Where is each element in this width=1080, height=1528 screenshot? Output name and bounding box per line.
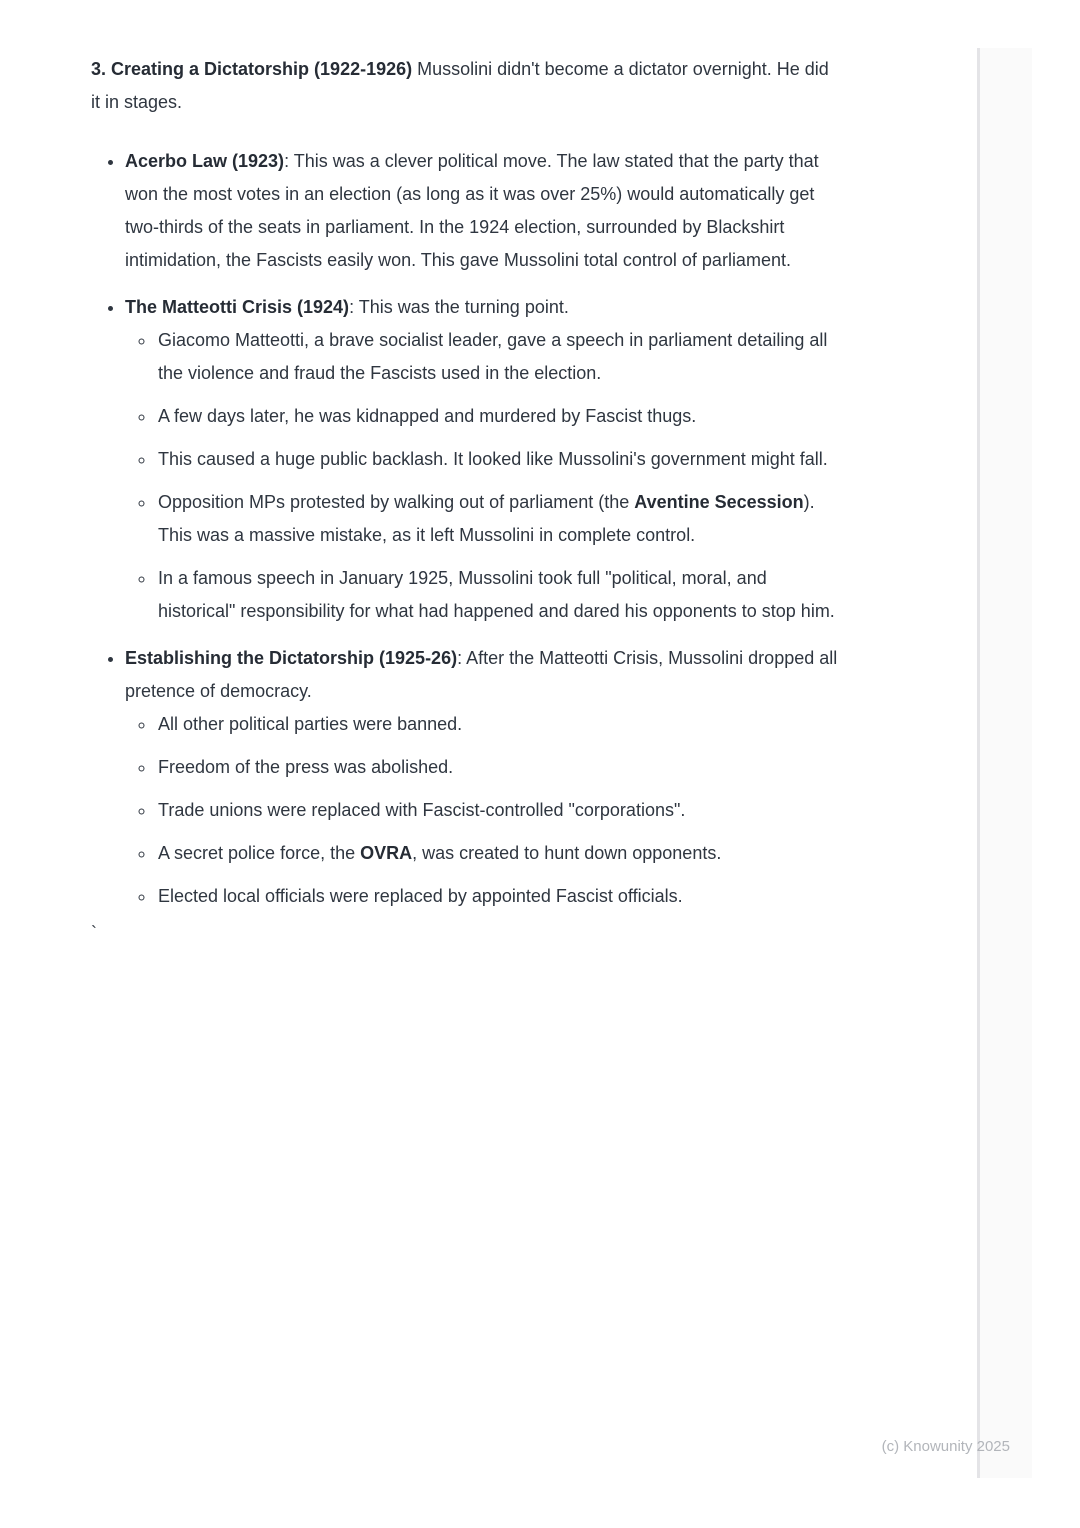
bold-text: The Matteotti Crisis (1924) [125, 297, 350, 317]
text: In a famous speech in January 1925, Mussolini took full "political, moral, and historical" responsibility for what had happened and dared his opponents to stop him. [158, 568, 835, 621]
text: ). This was a massive mistake, as it left Mussolini in complete control. [158, 492, 815, 545]
list-item-lead [125, 145, 839, 277]
text: : After the Matteotti Crisis, Mussolini dropped all pretence of democracy. [125, 648, 838, 701]
sub-list-item [156, 400, 839, 433]
bold-text: 3. Creating a Dictatorship (1922-1926) [91, 59, 413, 79]
list-item [125, 291, 839, 628]
bold-text: Aventine Secession [634, 492, 804, 512]
copyright-footer: (c) Knowunity 2025 [881, 1438, 1010, 1455]
text: Giacomo Matteotti, a brave socialist leader, gave a speech in parliament detailing all the violence and fraud the Fascists used in the election. [158, 330, 828, 383]
text: : This was the turning point. [349, 297, 569, 317]
sub-list-item [156, 486, 839, 552]
text: This caused a huge public backlash. It looked like Mussolini's government might fall. [158, 449, 828, 469]
list-item-lead [125, 291, 839, 324]
text: A secret police force, the [158, 843, 361, 863]
text: Opposition MPs protested by walking out of parliament (the [158, 492, 635, 512]
sub-list-item [156, 880, 839, 913]
sub-list-item [156, 837, 839, 870]
page-margin-strip [977, 48, 1032, 1478]
list-item-lead [125, 642, 839, 708]
text: All other political parties were banned. [158, 714, 463, 734]
sub-list-item [156, 443, 839, 476]
note-content [91, 53, 839, 976]
text: Trade unions were replaced with Fascist-controlled "corporations". [158, 800, 686, 820]
sub-list-item [156, 708, 839, 741]
section-heading-paragraph [91, 53, 839, 119]
text: Freedom of the press was abolished. [158, 757, 454, 777]
bold-text: Establishing the Dictatorship (1925-26) [125, 648, 458, 668]
text: : This was a clever political move. The law stated that the party that won the most votes in an election (as long as it was over 25%) would automatically get two-thirds of the seats in parliament. In the 1924 election, surrounded by Blackshirt intimidation, the Fascists easily won. This gave Mussolini total control of parliament. [125, 151, 819, 270]
bold-text: Acerbo Law (1923) [125, 151, 285, 171]
sub-list [125, 708, 839, 913]
list-item [125, 642, 839, 913]
bold-text: OVRA [360, 843, 413, 863]
sub-list-item [156, 562, 839, 628]
text: Mussolini didn't become a dictator overnight. He did it in stages. [91, 59, 829, 112]
text: Elected local officials were replaced by appointed Fascist officials. [158, 886, 683, 906]
text: , was created to hunt down opponents. [412, 843, 722, 863]
list-item [125, 145, 839, 277]
outline-list [91, 145, 839, 913]
sub-list-item [156, 751, 839, 784]
sub-list [125, 324, 839, 628]
stray-character: ` [91, 923, 97, 943]
sub-list-item [156, 324, 839, 390]
text: A few days later, he was kidnapped and murdered by Fascist thugs. [158, 406, 697, 426]
sub-list-item [156, 794, 839, 827]
